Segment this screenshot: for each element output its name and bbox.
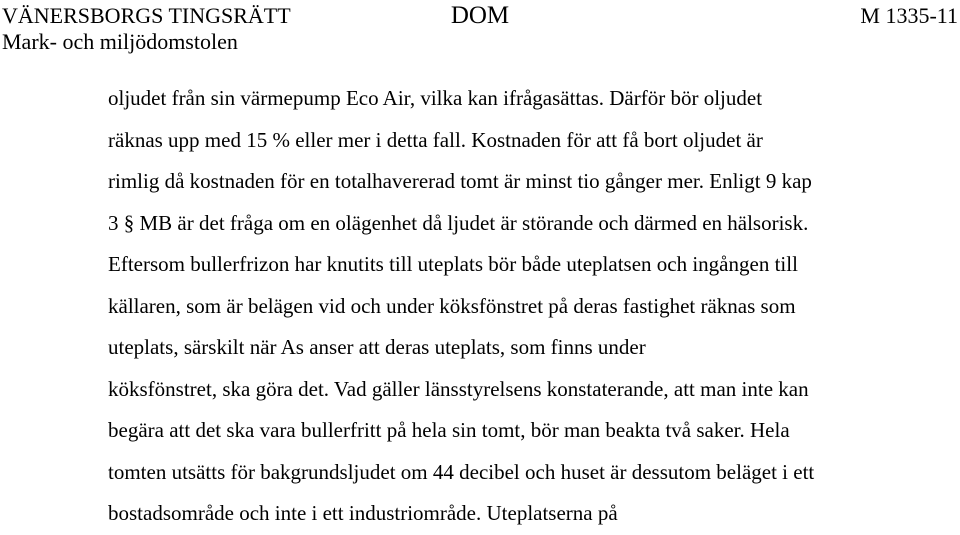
text-line: bostadsområde och inte i ett industriområde. Uteplatserna på: [108, 501, 618, 525]
document-header: [0, 0, 960, 60]
text-line: rimlig då kostnaden för en totalhavererad tomt är minst tio gånger mer. Enligt 9 kap: [108, 169, 812, 193]
text-line: uteplats, särskilt när As anser att deras uteplats, som finns under: [108, 335, 646, 359]
text-line: räknas upp med 15 % eller mer i detta fall. Kostnaden för att få bort oljudet är: [108, 127, 763, 152]
court-name: VÄNERSBORGS TINGSRÄTT: [2, 3, 291, 28]
text-line: begära att det ska vara bullerfritt på hela sin tomt, bör man beakta två saker. Hela: [108, 418, 790, 442]
text-line: Eftersom bullerfrizon har knutits till uteplats bör både uteplatsen och ingången till: [108, 252, 798, 276]
text-line: källaren, som är belägen vid och under köksfönstret på deras fastighet räknas som: [108, 293, 796, 318]
case-number: M 1335-11: [860, 3, 958, 28]
text-line: köksfönstret, ska göra det. Vad gäller länsstyrelsens konstaterande, att man inte kan: [108, 376, 809, 401]
department-name: Mark- och miljödomstolen: [2, 29, 238, 54]
text-line: oljudet från sin värmepump Eco Air, vilka kan ifrågasättas. Därför bör oljudet: [108, 86, 763, 110]
body-paragraph: [108, 78, 960, 535]
text-line: 3 § MB är det fråga om en olägenhet då ljudet är störande och därmed en hälsorisk.: [108, 210, 809, 235]
text-line: tomten utsätts för bakgrundsljudet om 44 decibel och huset är dessutom beläget i ett: [108, 459, 815, 484]
document-type: DOM: [450, 2, 510, 29]
